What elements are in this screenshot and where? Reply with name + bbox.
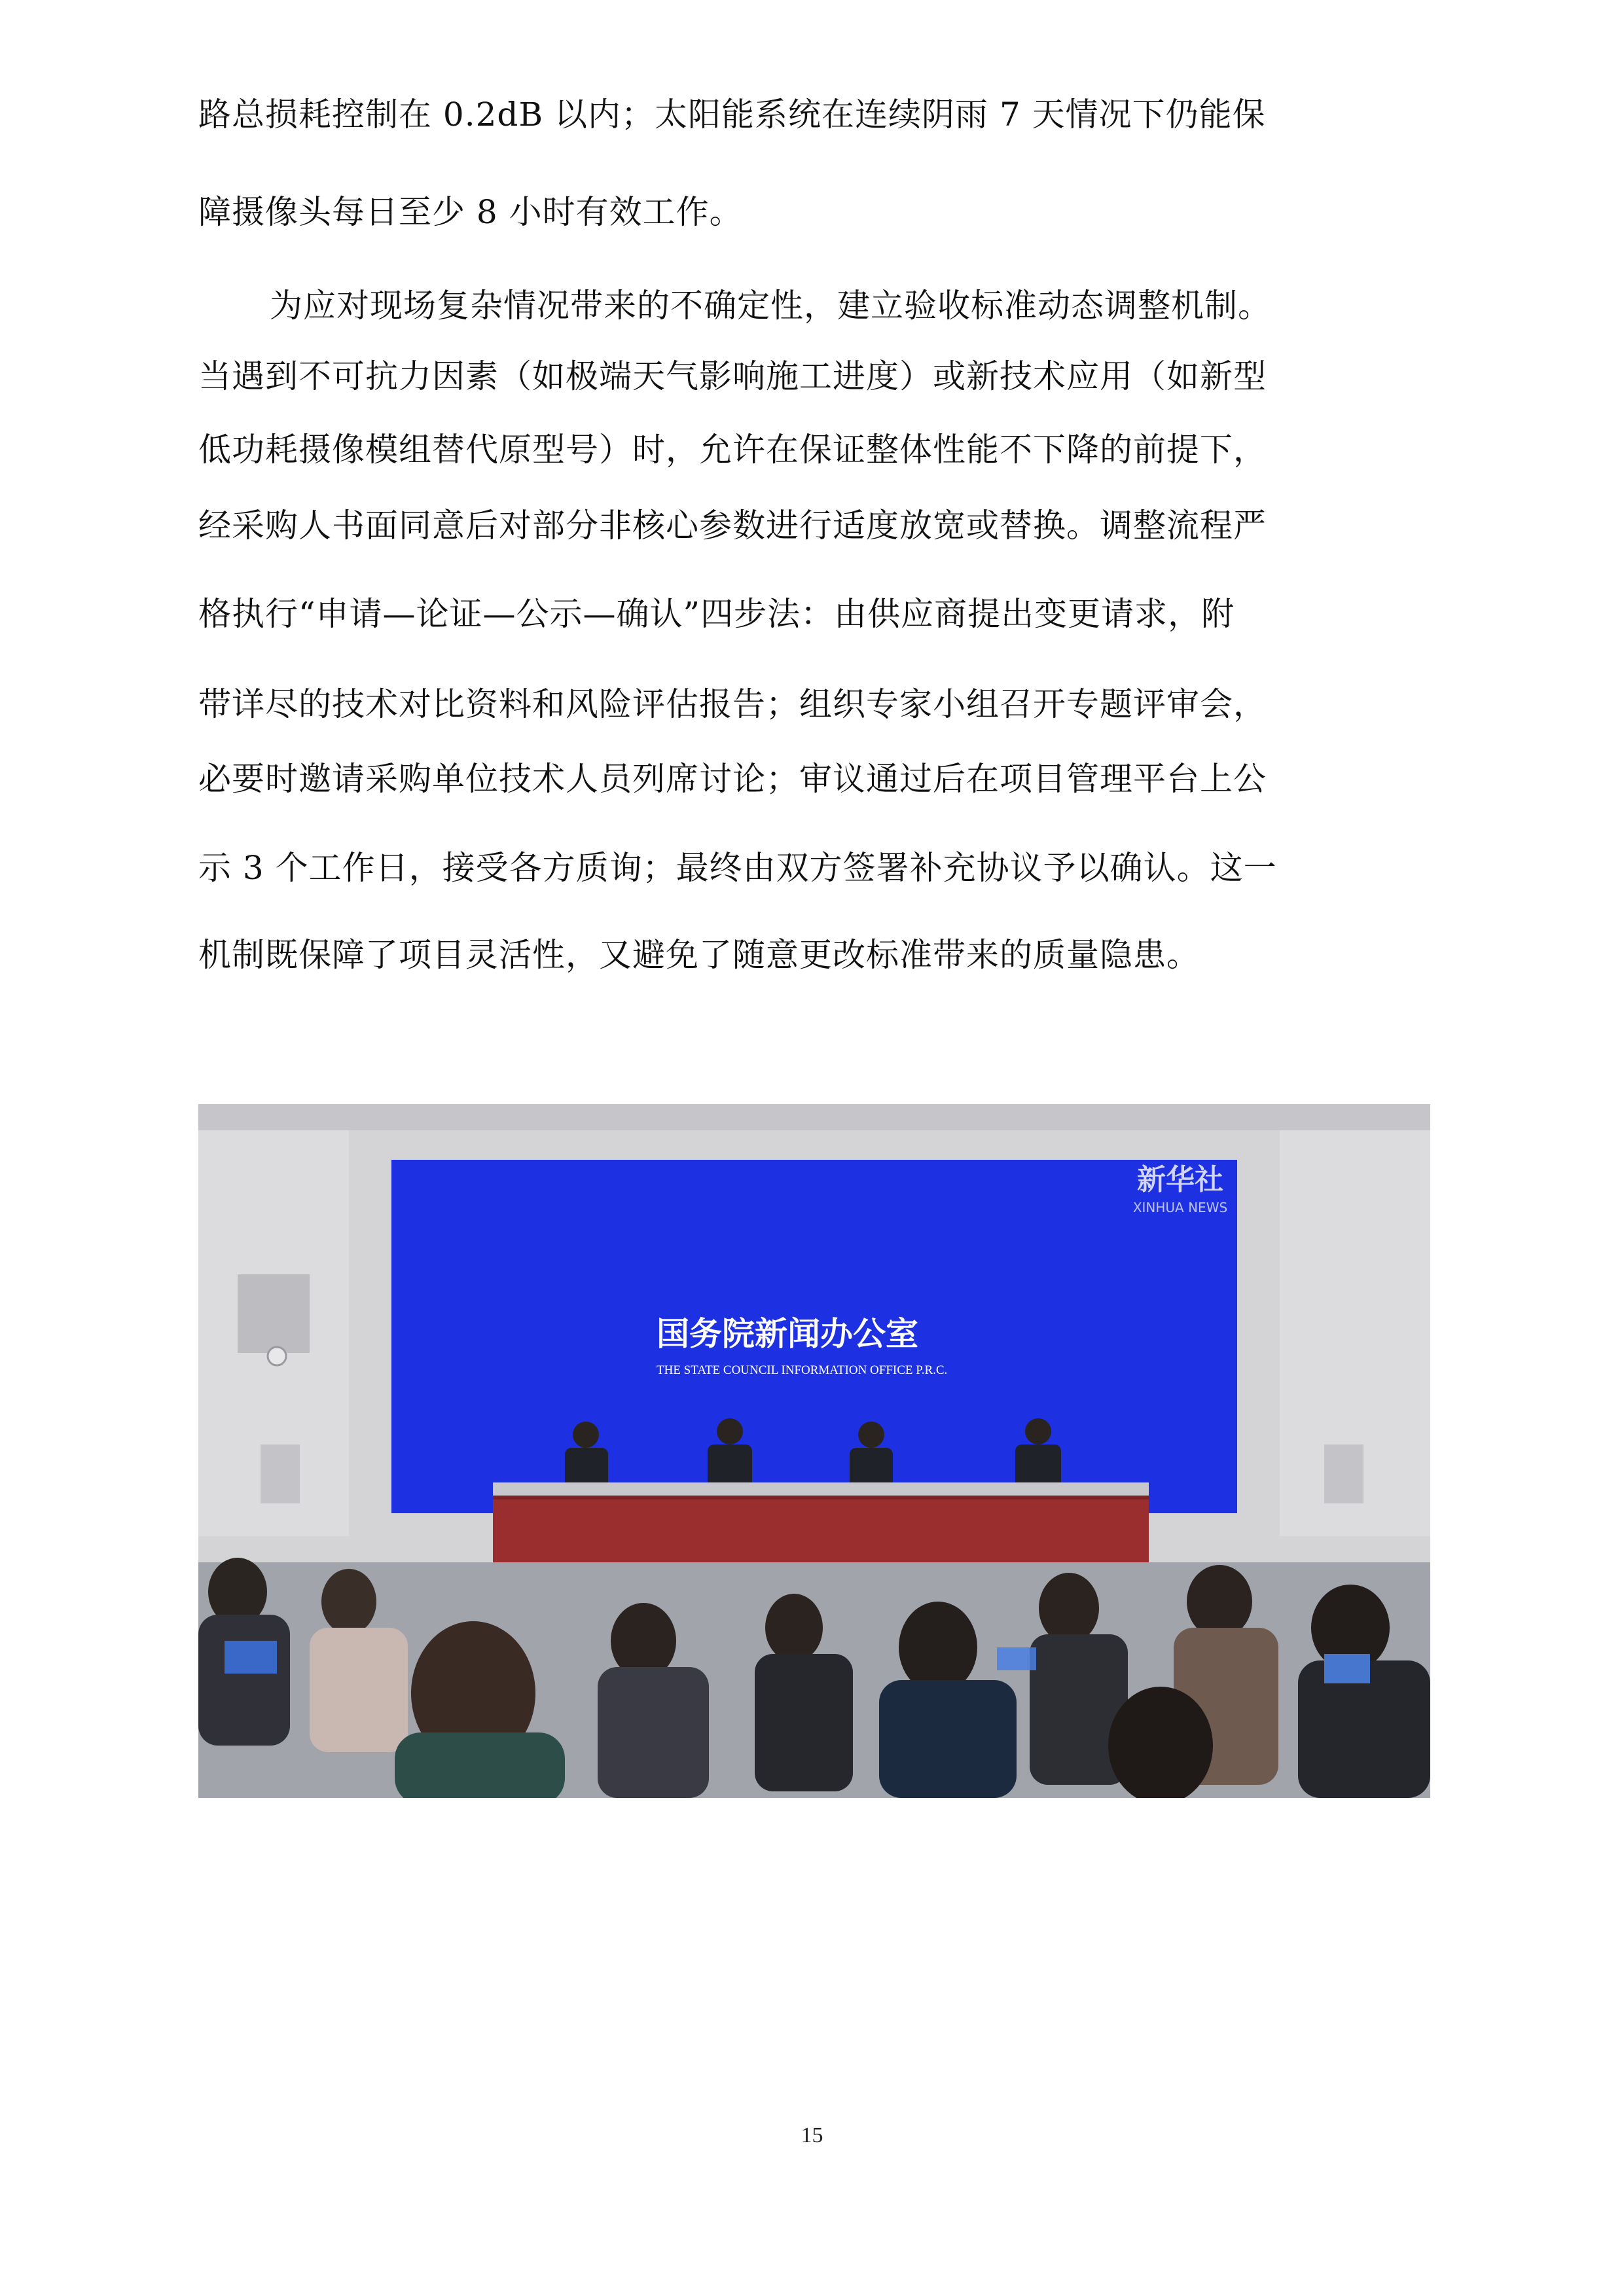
paragraph-line: 机制既保障了项目灵活性，又避免了随意更改标准带来的质量隐患。 <box>198 936 1200 974</box>
press-conference-photo <box>198 1104 1430 1798</box>
watermark-en: XINHUA NEWS <box>1132 1200 1228 1215</box>
paragraph-line: 低功耗摄像模组替代原型号）时，允许在保证整体性能不下降的前提下， <box>198 431 1267 469</box>
paragraph-line: 为应对现场复杂情况带来的不确定性，建立验收标准动态调整机制。 <box>270 287 1271 325</box>
paragraph-line: 必要时邀请采购单位技术人员列席讨论；审议通过后在项目管理平台上公 <box>198 760 1267 798</box>
screen-subtitle: THE STATE COUNCIL INFORMATION OFFICE P.R.C. <box>657 1363 948 1377</box>
paragraph-line: 经采购人书面同意后对部分非核心参数进行适度放宽或替换。调整流程严 <box>198 507 1267 545</box>
paragraph-line: 示 3 个工作日，接受各方质询；最终由双方签署补充协议予以确认。这一 <box>198 849 1277 887</box>
page-number: 15 <box>801 2123 823 2147</box>
screen-title: 国务院新闻办公室 <box>657 1315 918 1353</box>
speaker-desk <box>493 1496 1149 1573</box>
paragraph-line: 当遇到不可抗力因素（如极端天气影响施工进度）或新技术应用（如新型 <box>198 357 1267 395</box>
paragraph-line: 格执行“申请—论证—公示—确认”四步法：由供应商提出变更请求，附 <box>198 595 1235 633</box>
paragraph-line: 路总损耗控制在 0.2dB 以内；太阳能系统在连续阴雨 7 天情况下仍能保 <box>198 96 1266 134</box>
paragraph-line: 带详尽的技术对比资料和风险评估报告；组织专家小组召开专题评审会， <box>198 685 1267 723</box>
paragraph-line: 障摄像头每日至少 8 小时有效工作。 <box>198 193 743 231</box>
watermark-cn: 新华社 <box>1137 1163 1223 1196</box>
